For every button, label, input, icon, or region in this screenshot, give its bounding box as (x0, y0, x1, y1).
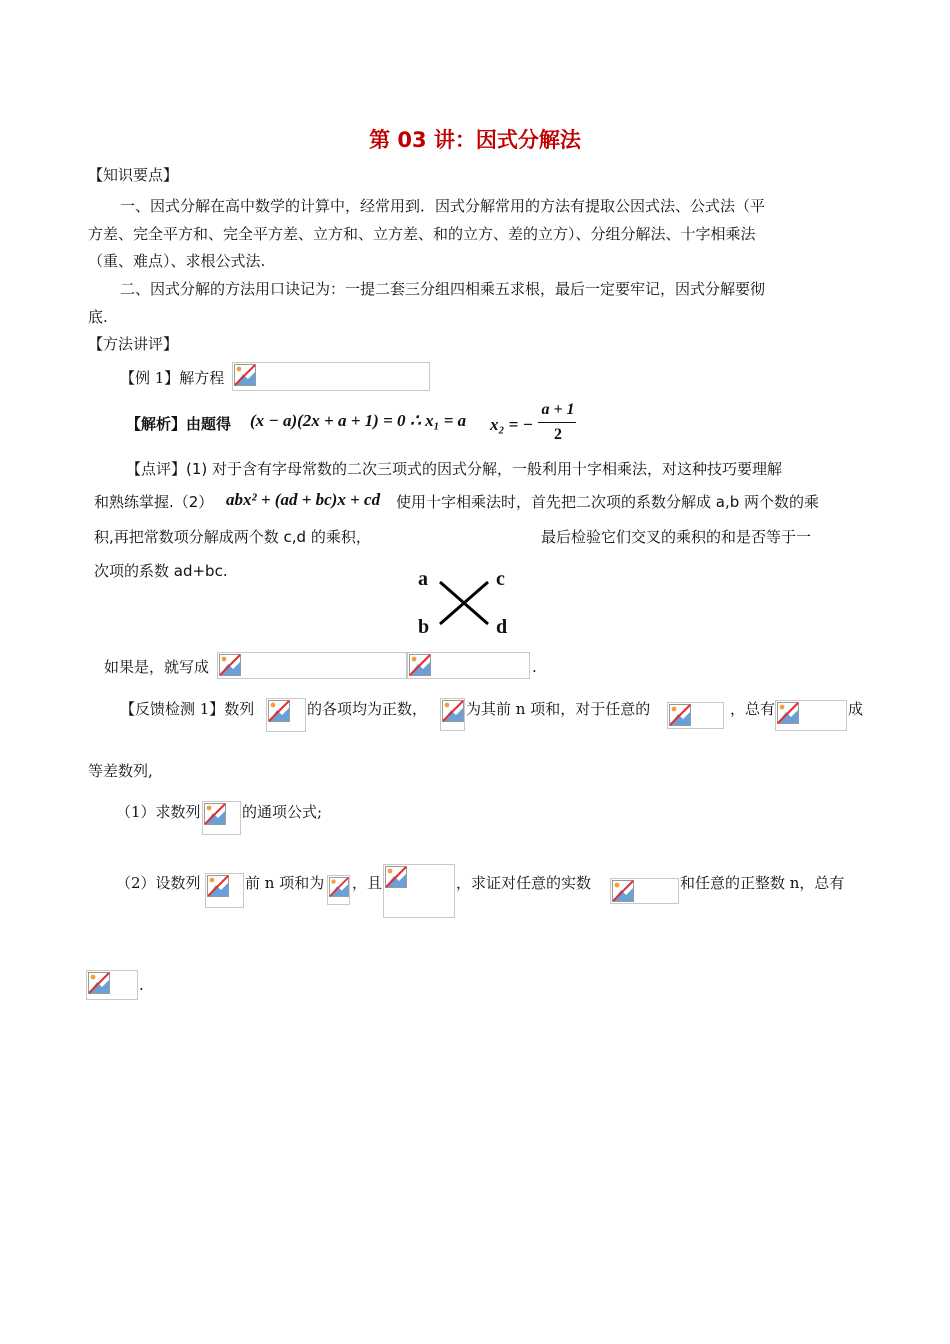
question-1-text-a: （1）求数列 (116, 803, 201, 821)
equation-image-placeholder (232, 362, 430, 391)
feedback-text-b: 的各项均为正数， (307, 700, 428, 718)
feedback-text-e: 成 (848, 700, 864, 718)
fraction-denominator: 2 (554, 426, 562, 443)
question-2-text-c: ，且 (352, 874, 383, 892)
cross-label-b: b (418, 616, 430, 638)
paragraph-1-line-3: （重、难点）、求根公式法. (88, 252, 266, 270)
q2-sum-image-placeholder (327, 875, 350, 905)
broken-image-icon (442, 700, 464, 722)
broken-image-icon (234, 364, 256, 386)
factor-image-placeholder-1 (217, 652, 407, 679)
fraction-bar (538, 422, 576, 423)
comment-line-3-start: 积,再把常数项分解成两个数 c,d 的乘积， (94, 528, 371, 546)
analysis-equation: (x − a)(2x + a + 1) = 0 (250, 411, 406, 430)
broken-image-icon (409, 654, 431, 676)
cross-label-a: a (418, 568, 428, 590)
conclusion-image-placeholder (86, 970, 138, 1000)
feedback-text-d: ，总有 (730, 700, 776, 718)
q2-sequence-image-placeholder (205, 873, 244, 908)
paragraph-2-line-1: 二、因式分解的方法用口诀记为：一提二套三分组四相乘五求根，最后一定要牢记，因式分解要彻 (120, 280, 766, 298)
broken-image-icon (88, 972, 110, 994)
if-yes-period: . (532, 658, 537, 676)
broken-image-icon (268, 700, 290, 722)
conclusion-period: . (139, 976, 144, 994)
comment-line-2-end: 使用十字相乘法时，首先把二次项的系数分解成 a,b 两个数的乘 (396, 493, 820, 511)
broken-image-icon (612, 880, 634, 902)
paragraph-1-line-2: 方差、完全平方和、完全平方差、立方和、立方差、和的立方、差的立方）、分组分解法、十字相乘法 (88, 225, 756, 243)
broken-image-icon (219, 654, 241, 676)
cross-label-d: d (496, 616, 508, 638)
analysis-root-2-lhs: x₂ = − (490, 415, 533, 434)
broken-image-icon (777, 702, 799, 724)
broken-image-icon (207, 875, 229, 897)
sum-image-placeholder (440, 698, 465, 731)
page-title: 第 03 讲：因式分解法 (369, 128, 581, 152)
terms-image-placeholder (775, 700, 847, 731)
comment-line-3-end: 最后检验它们交叉的乘积的和是否等于一 (541, 528, 812, 546)
paragraph-1-line-1: 一、因式分解在高中数学的计算中，经常用到．因式分解常用的方法有提取公因式法、公式法（平 (120, 197, 766, 215)
q1-sequence-image-placeholder (202, 801, 241, 835)
question-2-text-b: 前 n 项和为 (245, 874, 325, 892)
analysis-root-1: ∴ x₁ = a (410, 411, 467, 430)
cross-label-c: c (496, 568, 505, 590)
q2-definition-image-placeholder (383, 864, 455, 918)
condition-image-placeholder (667, 702, 724, 729)
feedback-line-2: 等差数列, (88, 762, 153, 780)
paragraph-2-line-2: 底. (88, 308, 108, 326)
question-2-text-a: （2）设数列 (116, 874, 201, 892)
cross-lines (436, 578, 492, 628)
q2-real-number-image-placeholder (610, 878, 679, 904)
comment-line-2-start: 和熟练掌握.（2） (94, 493, 214, 511)
broken-image-icon (329, 877, 349, 897)
comment-expression: abx² + (ad + bc)x + cd (226, 490, 381, 509)
feedback-text-c: 为其前 n 项和，对于任意的 (466, 700, 651, 718)
sequence-image-placeholder (266, 698, 306, 732)
factor-image-placeholder-2 (407, 652, 530, 679)
feedback-text-a: 【反馈检测 1】数列 (120, 700, 255, 718)
fraction-numerator: a + 1 (541, 401, 575, 418)
comment-line-1: 【点评】(1) 对于含有字母常数的二次三项式的因式分解，一般利用十字相乘法，对这种技巧要理解 (126, 460, 783, 478)
analysis-label: 【解析】由题得 (126, 415, 232, 433)
section-heading-method: 【方法讲评】 (88, 335, 179, 353)
if-yes-text: 如果是，就写成 (104, 658, 210, 676)
question-2-text-d: ，求证对任意的实数 (456, 874, 592, 892)
broken-image-icon (669, 704, 691, 726)
question-2-text-e: 和任意的正整数 n，总有 (680, 874, 845, 892)
broken-image-icon (385, 866, 407, 888)
example-1-label: 【例 1】解方程 (120, 369, 225, 387)
comment-line-4: 次项的系数 ad+bc. (94, 562, 228, 580)
question-1-text-b: 的通项公式; (242, 803, 323, 821)
broken-image-icon (204, 803, 226, 825)
section-heading-knowledge: 【知识要点】 (88, 166, 179, 184)
